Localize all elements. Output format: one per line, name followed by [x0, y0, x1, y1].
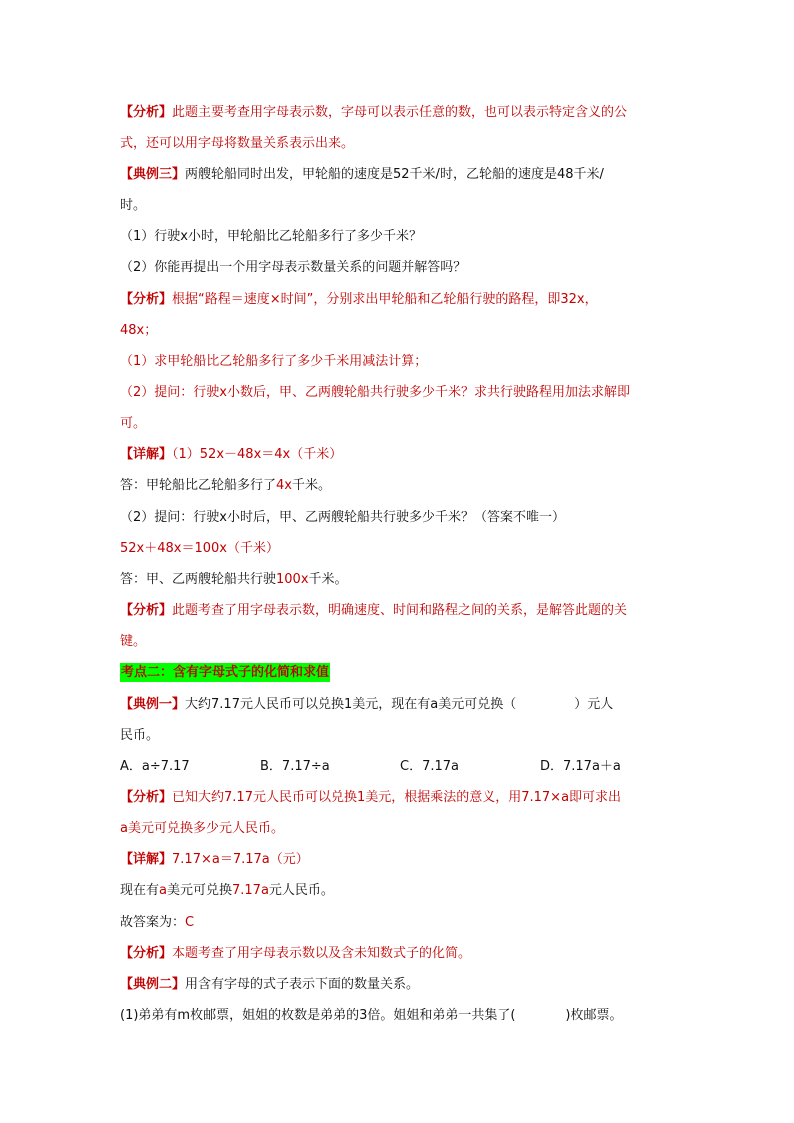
analysis-line: 【分析】根据“路程＝速度×时间”，分别求出甲轮船和乙轮船行驶的路程，即32x， — [120, 292, 598, 307]
analysis-step-2: （2）提问：行驶x小数后，甲、乙两艘轮船共行驶多少千米？求共行驶路程用加法求解即 — [120, 385, 630, 400]
sub-question-1: (1)弟弟有m枚邮票，姐姐的枚数是弟弟的3倍。姐姐和弟弟一共集了( )枚邮票。 — [120, 1008, 623, 1023]
answer-line: 答：甲、乙两艘轮船共行驶100x千米。 — [120, 572, 348, 587]
example-two-question: 【典例二】用含有字母的式子表示下面的数量关系。 — [120, 977, 420, 992]
final-answer-line: 故答案为：C — [120, 915, 195, 930]
question-line-cont: 时。 — [120, 198, 147, 213]
question-line-cont: 民币。 — [120, 728, 160, 743]
section-heading — [120, 664, 704, 682]
option-d: D．7.17a＋a — [540, 759, 621, 774]
solution-line: 【详解】7.17×a＝7.17a（元） — [120, 852, 309, 867]
analysis-line-cont: 式，还可以用字母将数量关系表示出来。 — [120, 136, 355, 151]
option-b: B．7.17÷a — [260, 759, 330, 774]
solution-question-2: （2）提问：行驶x小时后，甲、乙两艘轮船共行驶多少千米？（答案不唯一） — [120, 510, 565, 525]
option-a: A．a÷7.17 — [120, 759, 190, 774]
example-three-question: 【典例三】两艘轮船同时出发，甲轮船的速度是52千米/时，乙轮船的速度是48千米/ — [120, 167, 604, 182]
answer-line: 答：甲轮船比乙轮船多行了4x千米。 — [120, 478, 331, 493]
options-row — [120, 758, 704, 776]
example-one-question: 【典例一】大约7.17元人民币可以兑换1美元，现在有a美元可兑换（ ）元人 — [120, 697, 614, 712]
analysis-step-1: （1）求甲轮船比乙轮船多行了多少千米用减法计算； — [120, 354, 428, 369]
analysis-step-2-cont: 可。 — [120, 416, 147, 431]
sub-question-1: （1）行驶x小时，甲轮船比乙轮船多行了多少千米？ — [120, 229, 422, 244]
solution-line: 【详解】（1）52x－48x＝4x（千米） — [120, 447, 343, 462]
solution-equation: 52x＋48x＝100x（千米） — [120, 541, 279, 556]
analysis-line: 【分析】此题主要考查用字母表示数，字母可以表示任意的数，也可以表示特定含义的公 — [120, 105, 628, 120]
analysis-line: 【分析】此题考查了用字母表示数，明确速度、时间和路程之间的关系，是解答此题的关 — [120, 603, 628, 618]
analysis-line: 【分析】已知大约7.17元人民币可以兑换1美元，根据乘法的意义，用7.17×a即可求出 — [120, 790, 622, 805]
analysis-line-cont: 键。 — [120, 634, 147, 649]
answer-line: 现在有a美元可兑换7.17a元人民币。 — [120, 883, 334, 898]
sub-question-2: （2）你能再提出一个用字母表示数量关系的问题并解答吗？ — [120, 260, 467, 275]
option-c: C．7.17a — [400, 759, 459, 774]
highlighted-heading: 考点二：含有字母式子的化简和求值 — [121, 665, 330, 680]
analysis-line: 【分析】本题考查了用字母表示数以及含未知数式子的化简。 — [120, 946, 472, 961]
analysis-line-cont: a美元可兑换多少元人民币。 — [120, 821, 284, 836]
analysis-line-cont: 48x； — [120, 323, 158, 338]
